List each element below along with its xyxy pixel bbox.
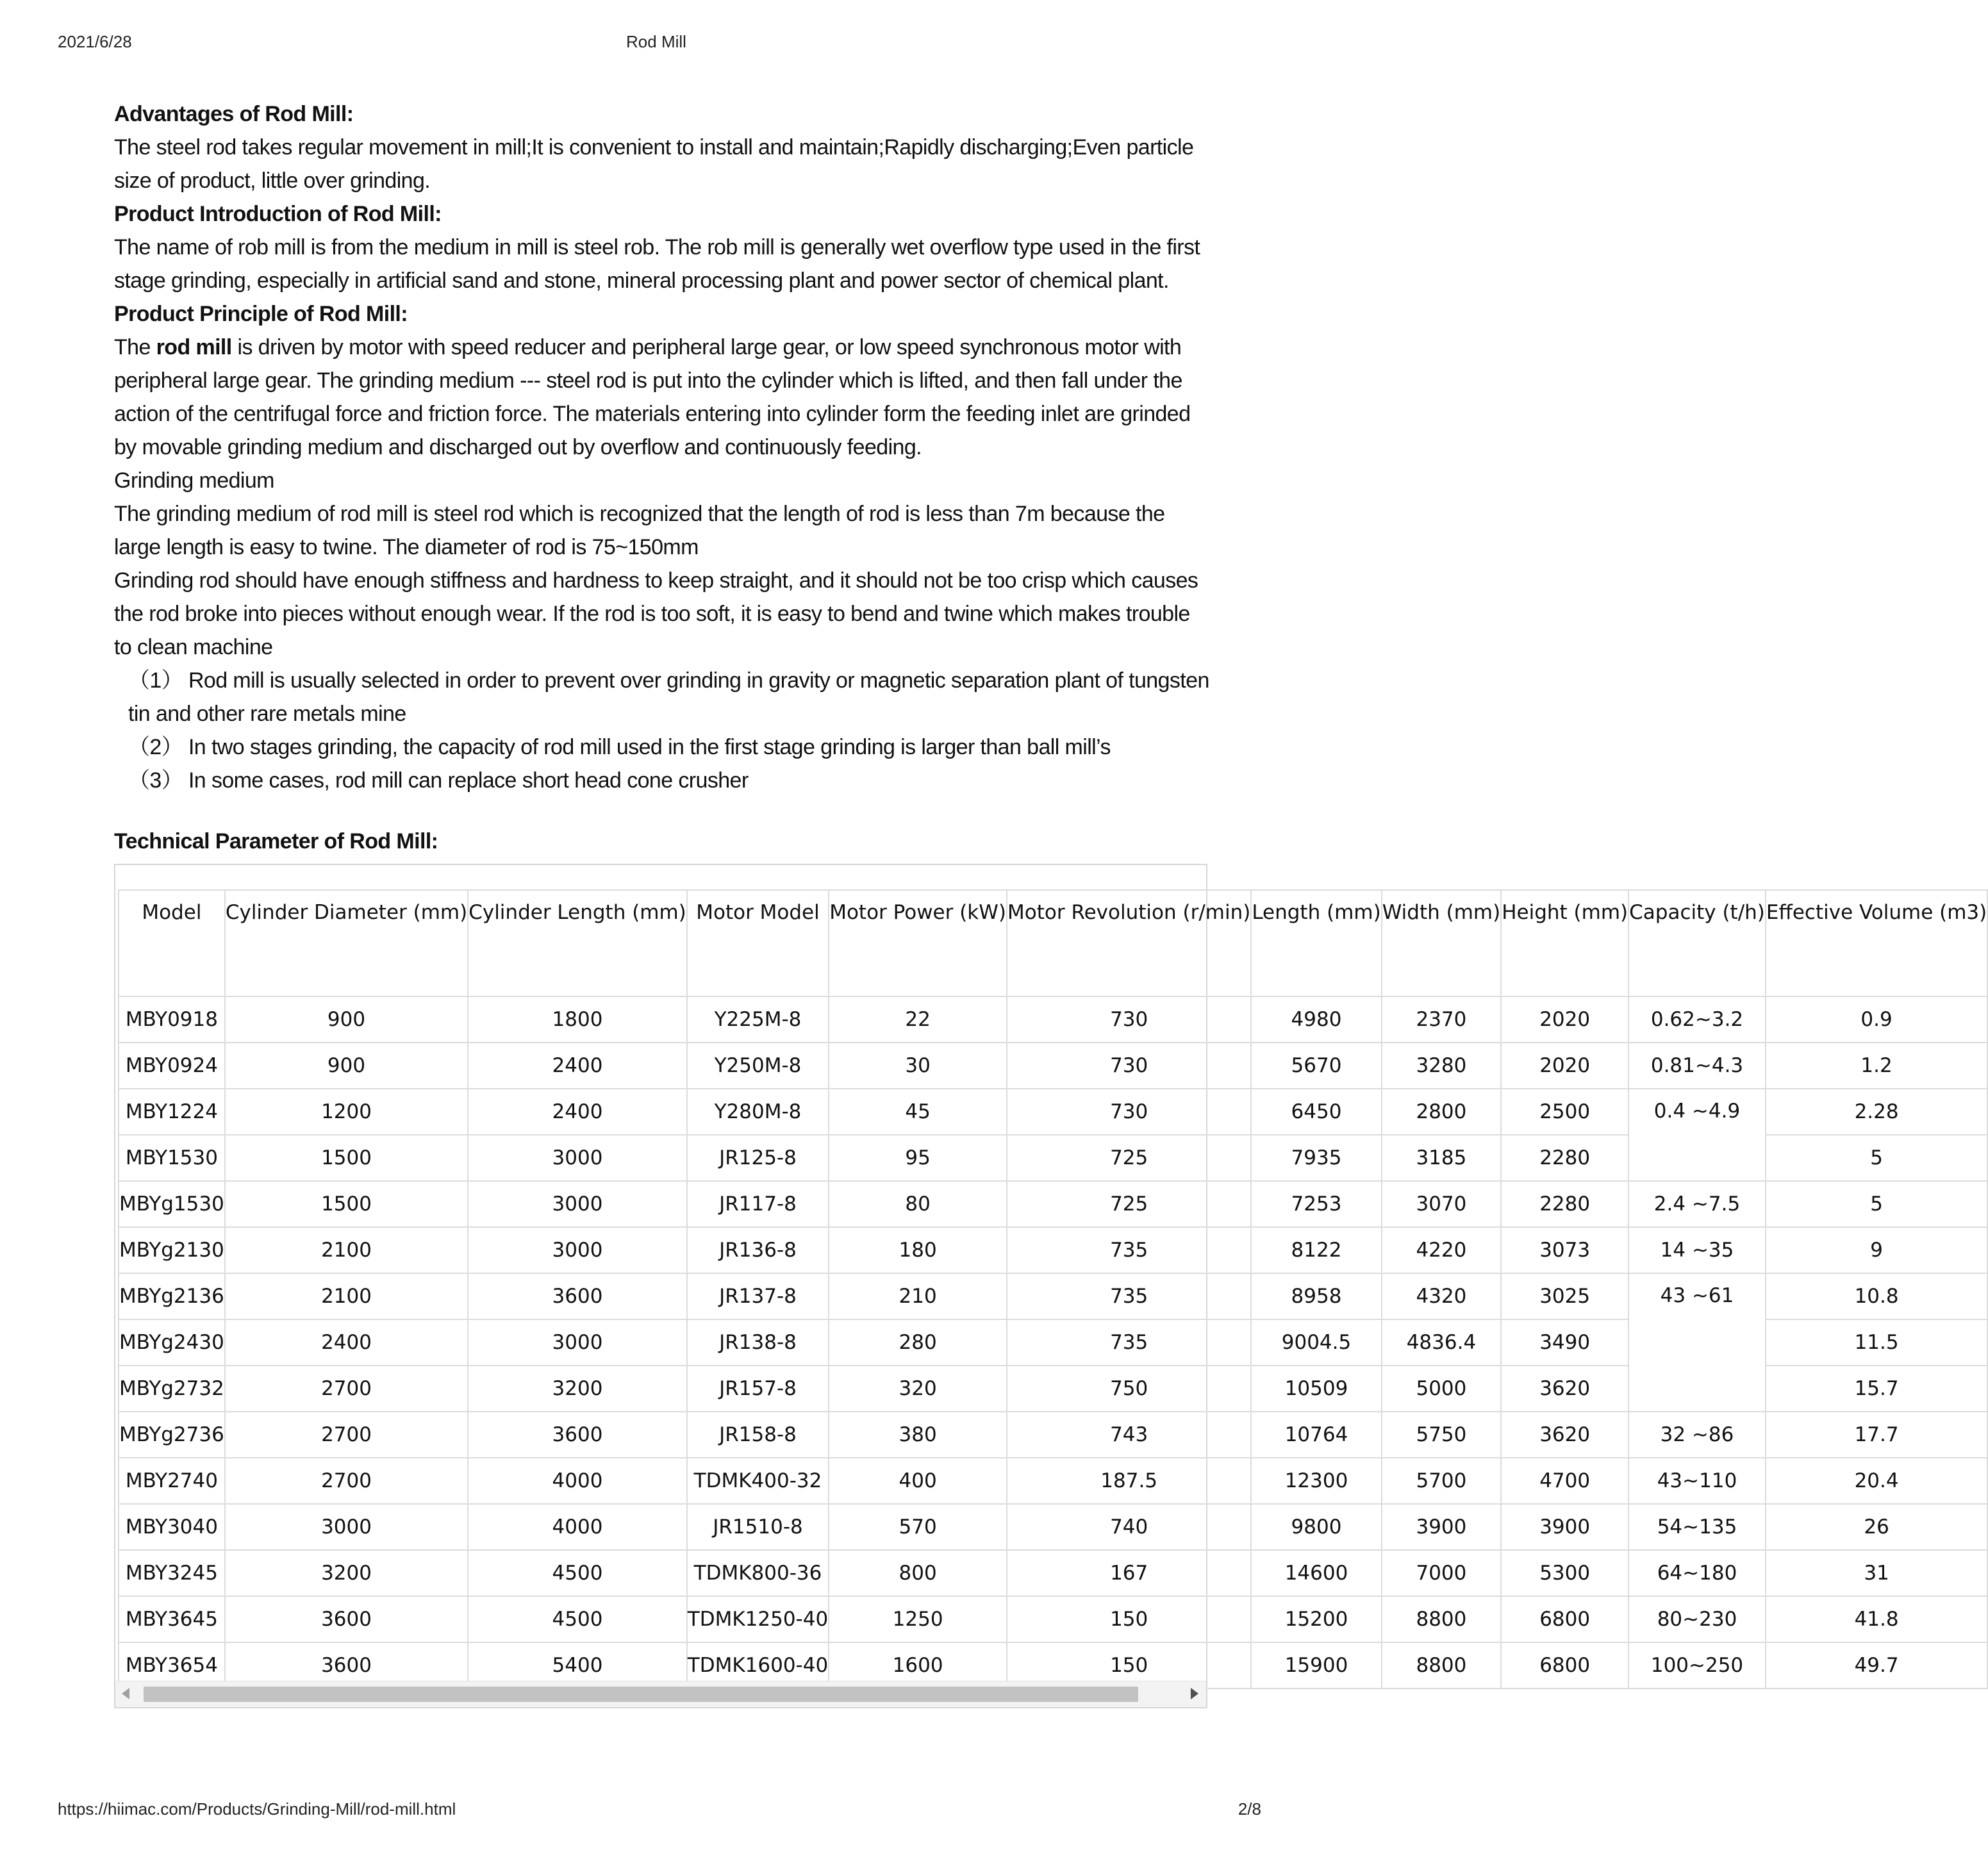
table-cell: 3000 xyxy=(225,1504,468,1550)
header-date: 2021/6/28 xyxy=(58,32,132,51)
list-item-3: （3） In some cases, rod mill can replace short head cone crusher xyxy=(128,768,749,793)
table-cell: 20.4 xyxy=(1766,1458,1987,1504)
table-cell: 150 xyxy=(1007,1642,1251,1688)
table-cell: 3280 xyxy=(1382,1043,1502,1089)
table-cell: 3185 xyxy=(1382,1135,1502,1181)
table-cell: MBYg2736 xyxy=(119,1412,225,1458)
table-cell: 570 xyxy=(829,1504,1007,1550)
table-row xyxy=(119,1273,1987,1319)
col-header: Effective Volume (m3) xyxy=(1766,890,1987,996)
table-cell: 3600 xyxy=(468,1273,687,1319)
table-cell: 8958 xyxy=(1251,1273,1381,1319)
table-cell: 80 xyxy=(829,1181,1007,1227)
table-cell: 5 xyxy=(1766,1135,1987,1181)
table-cell: 400 xyxy=(829,1458,1007,1504)
table-cell: MBY0918 xyxy=(119,996,225,1043)
table-cell: 2020 xyxy=(1501,996,1628,1043)
col-header: Capacity (t/h) xyxy=(1628,890,1766,996)
table-cell: 735 xyxy=(1007,1227,1251,1273)
table-cell: 43 ~61 xyxy=(1628,1273,1766,1412)
table-cell: 30 xyxy=(829,1043,1007,1089)
table-cell: 1250 xyxy=(829,1596,1007,1642)
header-title: Rod Mill xyxy=(626,32,686,51)
table-cell: 3070 xyxy=(1382,1181,1502,1227)
table-cell: 6800 xyxy=(1501,1642,1628,1688)
col-header: Cylinder Length (mm) xyxy=(468,890,687,996)
table-cell: 5 xyxy=(1766,1181,1987,1227)
table-cell: TDMK800-36 xyxy=(687,1550,829,1596)
table-cell: MBYg2430 xyxy=(119,1319,225,1366)
table-cell: 2280 xyxy=(1501,1181,1628,1227)
table-cell: 320 xyxy=(829,1366,1007,1412)
table-heading: Technical Parameter of Rod Mill: xyxy=(114,829,438,854)
scroll-left-arrow-icon[interactable] xyxy=(122,1688,129,1699)
medium-text-1: The grinding medium of rod mill is steel rod which is recognized that the length of rod is less than 7m because the large length is easy to twine. The diameter of rod is 75~150mm xyxy=(114,502,1165,559)
table-cell: 4000 xyxy=(468,1458,687,1504)
table-cell: 11.5 xyxy=(1766,1319,1987,1366)
table-cell: 3073 xyxy=(1501,1227,1628,1273)
table-row xyxy=(119,1550,1987,1596)
table-cell: 5400 xyxy=(468,1642,687,1688)
intro-text: The name of rob mill is from the medium in mill is steel rob. The rob mill is generally wet overflow type used in the first stage grinding, especially in artificial sand and stone, mineral processing plant and power sector of chemical plant. xyxy=(114,235,1200,293)
table-cell: 2370 xyxy=(1382,996,1502,1043)
table-cell: 1500 xyxy=(225,1135,468,1181)
table-cell: 49.7 xyxy=(1766,1642,1987,1688)
table-cell: TDMK400-32 xyxy=(687,1458,829,1504)
table-cell: 2.4 ~7.5 xyxy=(1628,1181,1766,1227)
table-cell: 3490 xyxy=(1501,1319,1628,1366)
table-cell: 4700 xyxy=(1501,1458,1628,1504)
table-cell: 15900 xyxy=(1251,1642,1381,1688)
table-cell: 2500 xyxy=(1501,1089,1628,1135)
col-header: Length (mm) xyxy=(1251,890,1381,996)
table-cell: JR138-8 xyxy=(687,1319,829,1366)
table-cell: 3600 xyxy=(225,1596,468,1642)
table-cell: 45 xyxy=(829,1089,1007,1135)
principle-paragraph xyxy=(114,331,1210,464)
table-cell: 730 xyxy=(1007,1043,1251,1089)
table-cell: 2400 xyxy=(468,1089,687,1135)
table-cell: 4980 xyxy=(1251,996,1381,1043)
table-cell: 0.81~4.3 xyxy=(1628,1043,1766,1089)
table-cell: 3900 xyxy=(1501,1504,1628,1550)
table-cell: MBY3654 xyxy=(119,1642,225,1688)
table-cell: 750 xyxy=(1007,1366,1251,1412)
article-body xyxy=(114,97,1210,797)
table-cell: 3200 xyxy=(225,1550,468,1596)
table-cell: 380 xyxy=(829,1412,1007,1458)
list-item-2: （2） In two stages grinding, the capacity of rod mill used in the first stage grinding is larger than ball mill’s xyxy=(128,735,1111,759)
table-row xyxy=(119,1227,1987,1273)
principle-prefix: The xyxy=(114,335,156,359)
table-cell: 9 xyxy=(1766,1227,1987,1273)
table-cell: 2800 xyxy=(1382,1089,1502,1135)
table-cell: Y250M-8 xyxy=(687,1043,829,1089)
advantages-text: The steel rod takes regular movement in mill;It is convenient to install and maintain;Rapidly discharging;Even particle size of product, little over grinding. xyxy=(114,135,1194,193)
table-cell: 22 xyxy=(829,996,1007,1043)
table-cell: 2700 xyxy=(225,1412,468,1458)
table-cell: 9800 xyxy=(1251,1504,1381,1550)
table-cell: 41.8 xyxy=(1766,1596,1987,1642)
table-cell: 54~135 xyxy=(1628,1504,1766,1550)
table-cell: 5700 xyxy=(1382,1458,1502,1504)
table-cell: 1800 xyxy=(468,996,687,1043)
table-cell: JR1510-8 xyxy=(687,1504,829,1550)
table-cell: 2100 xyxy=(225,1273,468,1319)
principle-heading: Product Principle of Rod Mill: xyxy=(114,302,408,326)
table-cell: 100~250 xyxy=(1628,1642,1766,1688)
table-cell: 17.7 xyxy=(1766,1412,1987,1458)
table-cell: 1600 xyxy=(829,1642,1007,1688)
table-cell: 14600 xyxy=(1251,1550,1381,1596)
table-cell: MBY3040 xyxy=(119,1504,225,1550)
col-header: Height (mm) xyxy=(1501,890,1628,996)
table-row xyxy=(119,996,1987,1043)
table-cell: 0.62~3.2 xyxy=(1628,996,1766,1043)
table-cell: 735 xyxy=(1007,1319,1251,1366)
table-cell: 900 xyxy=(225,996,468,1043)
col-header: Motor Revolution (r/min) xyxy=(1007,890,1251,996)
table-cell: 730 xyxy=(1007,1089,1251,1135)
table-cell: 3900 xyxy=(1382,1504,1502,1550)
scroll-thumb[interactable] xyxy=(144,1687,1138,1702)
table-cell: 8122 xyxy=(1251,1227,1381,1273)
table-cell: 740 xyxy=(1007,1504,1251,1550)
table-cell: 4500 xyxy=(468,1550,687,1596)
table-cell: JR137-8 xyxy=(687,1273,829,1319)
table-cell: Y225M-8 xyxy=(687,996,829,1043)
table-cell: MBY1224 xyxy=(119,1089,225,1135)
table-cell: 6450 xyxy=(1251,1089,1381,1135)
table-cell: 4836.4 xyxy=(1382,1319,1502,1366)
table-cell: 5000 xyxy=(1382,1366,1502,1412)
table-cell: 5300 xyxy=(1501,1550,1628,1596)
table-cell: JR136-8 xyxy=(687,1227,829,1273)
table-cell: 64~180 xyxy=(1628,1550,1766,1596)
table-cell: 7253 xyxy=(1251,1181,1381,1227)
table-cell: 3025 xyxy=(1501,1273,1628,1319)
table-cell: TDMK1250-40 xyxy=(687,1596,829,1642)
table-cell: 735 xyxy=(1007,1273,1251,1319)
table-cell: 1200 xyxy=(225,1089,468,1135)
table-cell: 2100 xyxy=(225,1227,468,1273)
table-cell: 150 xyxy=(1007,1596,1251,1642)
table-cell: 1.2 xyxy=(1766,1043,1987,1089)
table-cell: 5670 xyxy=(1251,1043,1381,1089)
table-cell: 2400 xyxy=(468,1043,687,1089)
table-cell: 180 xyxy=(829,1227,1007,1273)
col-header: Motor Power (kW) xyxy=(829,890,1007,996)
table-cell: 3000 xyxy=(468,1227,687,1273)
table-cell: 725 xyxy=(1007,1135,1251,1181)
table-cell: 900 xyxy=(225,1043,468,1089)
table-row xyxy=(119,1412,1987,1458)
table-row xyxy=(119,1504,1987,1550)
intro-heading: Product Introduction of Rod Mill: xyxy=(114,202,442,226)
table-cell: TDMK1600-40 xyxy=(687,1642,829,1688)
medium-text-2: Grinding rod should have enough stiffness and hardness to keep straight, and it should not be too crisp which causes the rod broke into pieces without enough wear. If the rod is too soft, it is easy to bend and twine which makes trouble to clean machine xyxy=(114,568,1198,659)
table-body xyxy=(119,996,1987,1688)
table-cell: 1500 xyxy=(225,1181,468,1227)
col-header: Motor Model xyxy=(687,890,829,996)
table-cell: 5750 xyxy=(1382,1412,1502,1458)
table-cell: 743 xyxy=(1007,1412,1251,1458)
table-cell: MBY2740 xyxy=(119,1458,225,1504)
table-cell: 10509 xyxy=(1251,1366,1381,1412)
table-cell: 725 xyxy=(1007,1181,1251,1227)
table-cell: JR125-8 xyxy=(687,1135,829,1181)
table-cell: 8800 xyxy=(1382,1642,1502,1688)
table-cell: Y280M-8 xyxy=(687,1089,829,1135)
table-cell: MBY0924 xyxy=(119,1043,225,1089)
table-cell: JR158-8 xyxy=(687,1412,829,1458)
spec-table xyxy=(118,889,1988,1689)
table-scroll-container[interactable] xyxy=(114,864,1987,1708)
table-cell: 95 xyxy=(829,1135,1007,1181)
table-cell: 15.7 xyxy=(1766,1366,1987,1412)
table-cell: 4220 xyxy=(1382,1227,1502,1273)
table-cell: 6800 xyxy=(1501,1596,1628,1642)
table-cell: 210 xyxy=(829,1273,1007,1319)
col-header: Width (mm) xyxy=(1382,890,1502,996)
table-cell: JR117-8 xyxy=(687,1181,829,1227)
table-cell: 3620 xyxy=(1501,1366,1628,1412)
table-cell: 10764 xyxy=(1251,1412,1381,1458)
table-cell: 2.28 xyxy=(1766,1089,1987,1135)
table-cell: 2280 xyxy=(1501,1135,1628,1181)
table-cell: 31 xyxy=(1766,1550,1987,1596)
footer-page-number: 2/8 xyxy=(1238,1799,1261,1819)
table-cell: 12300 xyxy=(1251,1458,1381,1504)
table-row xyxy=(119,1043,1987,1089)
table-header-row xyxy=(119,890,1987,996)
table-cell: 730 xyxy=(1007,996,1251,1043)
principle-text: is driven by motor with speed reducer and peripheral large gear, or low speed synchronous motor with peripheral large gear. The grinding medium --- steel rod is put into the cylinder which is lifted, and then fall under the action of the centrifugal force and friction force. The materials entering into cylinder form the feeding inlet are grinded by movable grinding medium and discharged out by overflow and continuously feeding. xyxy=(114,335,1191,459)
table-cell: 26 xyxy=(1766,1504,1987,1550)
horizontal-scrollbar[interactable] xyxy=(115,1681,1206,1707)
table-cell: 7935 xyxy=(1251,1135,1381,1181)
table-cell: 80~230 xyxy=(1628,1596,1766,1642)
table-cell: 3000 xyxy=(468,1319,687,1366)
table-cell: MBYg2732 xyxy=(119,1366,225,1412)
table-cell: 15200 xyxy=(1251,1596,1381,1642)
table-row xyxy=(119,1596,1987,1642)
table-cell: 7000 xyxy=(1382,1550,1502,1596)
table-cell: 280 xyxy=(829,1319,1007,1366)
table-cell: MBY3645 xyxy=(119,1596,225,1642)
table-cell: 800 xyxy=(829,1550,1007,1596)
table-cell: MBYg2130 xyxy=(119,1227,225,1273)
table-cell: 4000 xyxy=(468,1504,687,1550)
table-cell: 4500 xyxy=(468,1596,687,1642)
table-cell: MBY1530 xyxy=(119,1135,225,1181)
table-cell: 3600 xyxy=(225,1642,468,1688)
principle-bold-term: rod mill xyxy=(156,335,232,359)
table-cell: MBYg2136 xyxy=(119,1273,225,1319)
table-cell: 10.8 xyxy=(1766,1273,1987,1319)
table-cell: 2020 xyxy=(1501,1043,1628,1089)
table-cell: MBY3245 xyxy=(119,1550,225,1596)
table-cell: 3620 xyxy=(1501,1412,1628,1458)
table-cell: 14 ~35 xyxy=(1628,1227,1766,1273)
table-cell: 2700 xyxy=(225,1366,468,1412)
table-cell: 43~110 xyxy=(1628,1458,1766,1504)
table-cell: MBYg1530 xyxy=(119,1181,225,1227)
table-cell: 9004.5 xyxy=(1251,1319,1381,1366)
table-cell: 8800 xyxy=(1382,1596,1502,1642)
advantages-heading: Advantages of Rod Mill: xyxy=(114,102,354,126)
table-cell: 32 ~86 xyxy=(1628,1412,1766,1458)
footer-url: https://hiimac.com/Products/Grinding-Mill/rod-mill.html xyxy=(58,1799,456,1819)
scroll-right-arrow-icon[interactable] xyxy=(1191,1688,1198,1699)
table-cell: 4320 xyxy=(1382,1273,1502,1319)
table-cell: 3600 xyxy=(468,1412,687,1458)
table-cell: 2400 xyxy=(225,1319,468,1366)
list-item-1: （1） Rod mill is usually selected in order to prevent over grinding in gravity or magnetic separation plant of tungsten tin and other rare metals mine xyxy=(128,668,1209,726)
table-cell: 187.5 xyxy=(1007,1458,1251,1504)
table-cell: 0.9 xyxy=(1766,996,1987,1043)
table-cell: 2700 xyxy=(225,1458,468,1504)
table-row xyxy=(119,1458,1987,1504)
table-cell: 0.4 ~4.9 xyxy=(1628,1089,1766,1181)
table-cell: JR157-8 xyxy=(687,1366,829,1412)
table-cell: 3000 xyxy=(468,1181,687,1227)
table-cell: 3000 xyxy=(468,1135,687,1181)
col-header: Model xyxy=(119,890,225,996)
table-row xyxy=(119,1181,1987,1227)
col-header: Cylinder Diameter (mm) xyxy=(225,890,468,996)
table-cell: 3200 xyxy=(468,1366,687,1412)
table-cell: 167 xyxy=(1007,1550,1251,1596)
medium-heading: Grinding medium xyxy=(114,468,274,493)
table-row xyxy=(119,1089,1987,1135)
